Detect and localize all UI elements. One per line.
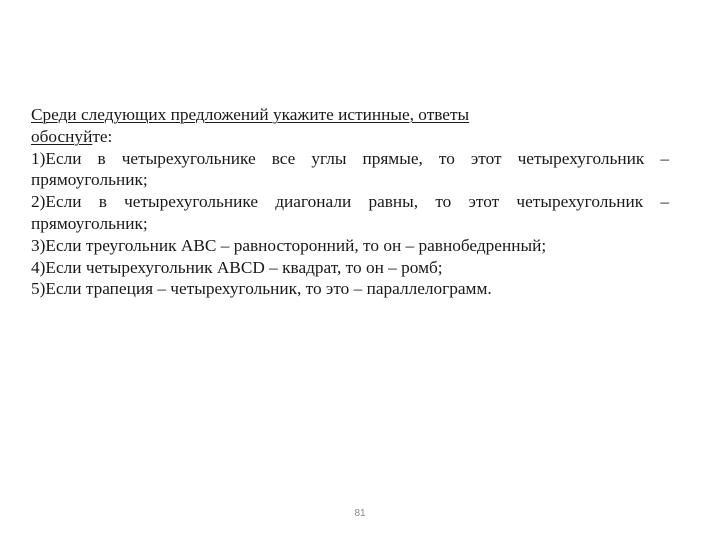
prompt-line-2-rest: те: [92,126,113,146]
statement-1-line-2: прямоугольник; [31,170,148,190]
statement-1-line-1: 1)Если в четырехугольнике все углы прямые, то этот четырехугольник – [31,148,669,168]
page-number: 81 [354,508,366,519]
statement-4: 4)Если четырехугольник ABCD – квадрат, то он – ромб; [31,257,443,277]
task-text [31,104,669,300]
prompt-underlined-word: обоснуй [31,126,93,146]
statement-3: 3)Если треугольник ABC – равносторонний, то он – равнобедренный; [31,235,547,255]
statement-2-line-1: 2)Если в четырехугольнике диагонали равны, то этот четырехугольник – [31,192,669,212]
statement-2-line-2: прямоугольник; [31,213,148,233]
statement-5: 5)Если трапеция – четырехугольник, то это – параллелограмм. [31,279,492,299]
prompt-line-2 [31,126,669,148]
prompt-line-1: Среди следующих предложений укажите истинные, ответы [31,105,470,124]
